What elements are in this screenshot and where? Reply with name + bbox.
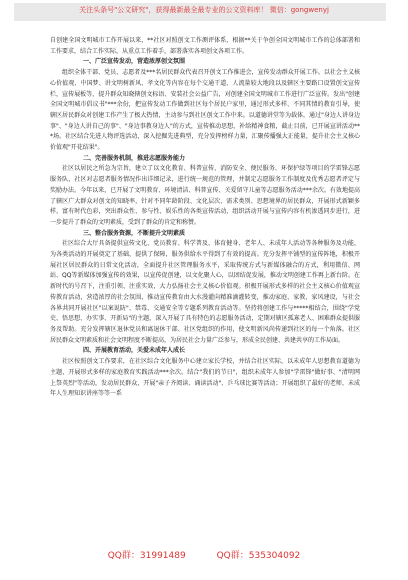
document-body [50, 36, 360, 400]
section-heading: 一、广泛宣传发动，营造浓厚创文氛围 [83, 58, 186, 66]
section-paragraph: 社区综合大厅具备提供宣传文化、党员教育、科学普及、体育健身、老年人、未成年人活动等各种服务及功能，为各类活动的开展奠定了基础，提供了保障，服务供给水平得到了有效的提高。充分发挥平铺型的宣传阵地，积极开展社区居民群众的日常文化活动，全面提升社区管理服务水平，采取传统方式与新媒体融合的方式，利用微信、网站、QQ等新媒体加强宣传的效果，以宣传促创建，以文化聚人心，以团结促发展，推动文明创建工作再上新台阶。在新时代的号召下，注重引领、注重实效，大力弘扬社会主义核心价值观。积极开展形式多样的社会主义核心价值观宣传教育活动，营造浓厚的社会氛围，推动宣传教育由大水漫灌向精准滴灌转变，推动家庭、家教、家风建设，与社会各界共同开展社区"以案说防"、禁毒、交通安全等专题系列教育活动等。坚持将创建工作与*****相结合，围绕"学党史、悟思想、办实事、开新局"的主题，深入开展了具有特色的志愿服务活动，定期对辖区孤寡老人、困难群众提供服务及帮助。充分发挥辖区退休党员和离退休干部、社区党组织的作用，使文明新风尚传递到社区的每一个角落。社区居民群众文明素质和社会文明程度不断提高，为居民社会力量广泛参与，形成全民创建、共建共享的工作局面。 [50, 240, 360, 344]
section-paragraph: 社区以居民之所急为宗旨，建立了以文化教育、科普宣传、消防安全、便民服务、环保护绿等项目的学雷锋志愿服务队，社区对志愿者服务情况作出详细记录，进行统一规范的管理，并制定志愿服务工作制度及优秀志愿者评定与奖励办法。今年以来，已开展了文明教育、环境清洁、科普宣传、关爱留守儿童等志愿服务活动***余次。有效地提高了辖区广大群众对创文的知晓率，针对不同年龄阶段、文化层次、需求类别、思想境界的居民群众，开展形式新颖多样，富有时代色彩，突出群众性、参与性、娱乐性的各类宣传活动，组织活动开展与宣传内容有机渗透同步进行，进一步提升了群众的文明素质，受到了群众的肯定和称赞。 [50, 165, 360, 226]
section-paragraph: 组织全体干部、党员、志愿者及***名居民群众代表召开创文工作推进会，宣传发动群众开展工作。以社会主义核心价值观、中国梦、讲文明树新风、孝文化等内容在每个交通干道、人流量较大地段以及辖区主要路口设置创文宣传栏，宣传展板等，提升群众知晓辖创文标语、安装社会公益广告，对创建全国文明城市工作进行广泛宣传。发出"创建全国文明城市倡议书"***余份，把宣传发动工作做到社区每个居民户家里，通过形式多样、不同其情的教育引导，使辖区居民群众对创建工作产生了极大热情，主动参与到社区创文工作中来。以道德讲堂等为载体，通过"身边人讲身边事"、"身边人讲自己的事"、"身边事教身边人"的方式，宣传推动思想，补给精神食粮，截止目前，已开展宣讲活动***场。社区结合先进人物评选活动，深入挖掘先进典型，充分发挥榜样力量，汇聚传播强大正能量，提升社会主义核心价值观"开花结果"。 [50, 69, 360, 152]
section-heading: 四、开展教育活动，关爱未成年人成长 [83, 347, 186, 355]
section-heading: 二、完善服务机制，推进志愿服务能力 [83, 154, 186, 162]
footer-qq-group-2: QQ群：535304092 [216, 551, 301, 561]
footer [0, 548, 408, 564]
section-paragraph: 社区按照创文工作要求，在社区综合文化服务中心建立家长学校，并结合社区实际，以未成年人思想教育道德为主题，开展形式多样的家庭教育实践活动***余次。结合"我们的节日"，组织未成年人参加"学雷锋"做好事、"清明网上祭英烈"等活动，发动居民群众，开展"亲子齐阅读、诵读活动"、乒乓球比赛等活动；开展组织了最好的老师、未成年人生理知识讲座等等一系 [50, 358, 360, 398]
intro-paragraph: 自创建全国文明城市工作开展以来，**社区对照创文工作测评体系，根据**关于争创全国文明城市工作的总体部署和工作要求，结合工作实际，从重点工作着手，部署落实各项创文各项工作。 [50, 37, 360, 55]
top-banner [0, 0, 408, 28]
section-heading: 三、整合服务资源，不断提升文明素质 [83, 229, 186, 237]
banner-text: 关注头条号"公文研究"，获得最新最全最专业的公文资料库！ 微信：gongwenyj [79, 6, 329, 14]
footer-qq-group-1: QQ群：31991489 [107, 551, 186, 561]
